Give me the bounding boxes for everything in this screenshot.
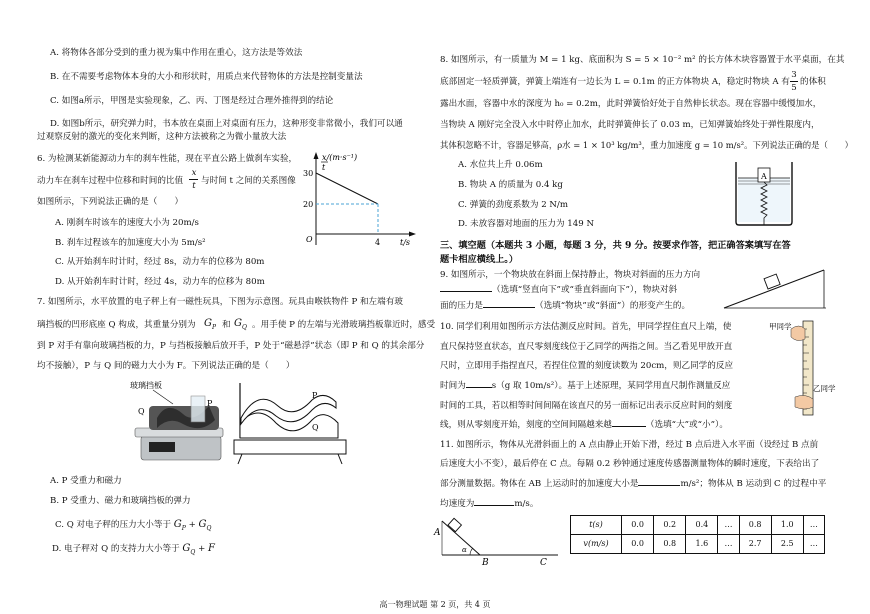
q8-stem-line2b: 的体积 xyxy=(800,77,826,87)
scale-photo xyxy=(125,378,230,470)
q8-stem-line5: 其体积忽略不计，容器足够高，ρ水 = 1 × 10³ kg/m³，重力加速度 g = 10 m/s²。下列说法正确的是（ ） xyxy=(440,140,854,150)
table-cell: 1.6 xyxy=(686,535,718,554)
q6-stem-line3: 如图所示，下列说法正确的是（ ） xyxy=(37,197,184,207)
table-cell: 1.0 xyxy=(771,516,803,535)
q8-option-a: A. 水位共上升 0.06m xyxy=(458,160,543,170)
tick-4: 4 xyxy=(375,238,381,247)
hand-yi xyxy=(795,395,813,409)
q11-stem-line2: 后速度大小不变），最后停在 C 点。每隔 0.2 秒钟通过速度传感器测量物体的瞬时速度，下表给出了 xyxy=(440,459,820,469)
angle-arc xyxy=(470,548,473,555)
table-cell: 0.0 xyxy=(622,516,654,535)
q5-option-a: A. 将物体各部分受到的重力视为集中作用在重心，这方法是等效法 xyxy=(50,48,303,58)
q11-stem-line4: 均速度为 m/s。 xyxy=(440,499,539,509)
frac-bar xyxy=(189,179,198,180)
table-cell: … xyxy=(718,535,739,554)
table-row xyxy=(571,516,825,535)
page-footer: 高一物理试题 第 2 页，共 4 页 xyxy=(379,600,491,609)
y-label-t: t xyxy=(322,163,326,172)
q10-stem-line3: 尺时，立即用手指捏直尺，若捏住位置的刻度读数为 20cm，则乙同学的反应 xyxy=(440,361,734,371)
glass-panel xyxy=(191,396,205,422)
q6-option-a: A. 刚刹车时该车的速度大小为 20m/s xyxy=(55,218,199,228)
label-q-photo: Q xyxy=(138,407,145,416)
water xyxy=(738,178,790,222)
y-arrow xyxy=(314,152,319,159)
q7-option-c: C. Q 对电子秤的压力大小等于 $G_P + G_Q$ xyxy=(55,519,212,532)
point-a: A xyxy=(434,528,441,538)
table-cell: 2.7 xyxy=(739,535,771,554)
table-cell: 0.2 xyxy=(654,516,686,535)
q6-stem-line2b: 与时间 t 之间的关系图像 xyxy=(201,176,296,186)
frac-5: 5 xyxy=(791,83,797,93)
q5-option-d-line2: 过观察反射的激光的变化来判断，这种方法被称之为微小量放大法 xyxy=(37,132,287,142)
q8-stem-line4: 当物块 A 刚好完全没入水中时停止加水，此时弹簧伸长了 0.03 m，已知弹簧始终处于弹性限度内， xyxy=(440,120,820,130)
label-jia: 甲同学 xyxy=(769,322,792,331)
scale-body xyxy=(234,440,346,454)
q8-stem-line1: 8. 如图所示，有一质量为 M = 1 kg、底面积为 S = 5 × 10⁻² m² 的长方体木块容器置于水平桌面，在其 xyxy=(440,55,845,65)
point-c: C xyxy=(540,558,547,568)
q5-option-b: B. 在不需要考虑物体本身的大小和形状时，用质点来代替物体的方法是控制变量法 xyxy=(50,72,363,82)
label-p-photo: P xyxy=(207,399,213,408)
angle-alpha: α xyxy=(462,546,467,554)
table-row xyxy=(571,535,825,554)
math-gp: $G_P$ xyxy=(204,318,217,331)
table-cell: 0.0 xyxy=(622,535,654,554)
incline-block xyxy=(764,274,780,289)
hand-jia xyxy=(791,326,805,341)
table-cell: 0.4 xyxy=(686,516,718,535)
math-gq: $G_Q$ xyxy=(234,318,247,331)
section3-heading-line1: 三、填空题（本题共 3 小题，每题 3 分，共 9 分。按要求作答，把正确答案填写在答 xyxy=(440,240,791,251)
section3-heading-line2: 题卡相应横线上。） xyxy=(440,254,519,265)
block-a-label: A xyxy=(761,172,767,181)
q8-option-d: D. 未放容器对地面的压力为 149 N xyxy=(458,219,594,229)
frac-3: 3 xyxy=(791,70,797,80)
q10-stem-line5: 时间的工具，若以相等时间间隔在该直尺的另一面标记出表示反应时间的刻度 xyxy=(440,401,733,411)
q11-slope xyxy=(432,515,562,570)
table-cell: 2.5 xyxy=(771,535,803,554)
q10-stem-line4: 时间为 s（g 取 10m/s²）。基于上述原理，某同学用直尺制作测量反应 xyxy=(440,381,731,391)
x-label: t/s xyxy=(400,238,411,247)
q7-stem-line4: 均不接触），P 与 Q 间的磁力大小为 F。下列说法正确的是（ ） xyxy=(37,361,295,371)
point-b: B xyxy=(482,558,489,568)
glass-label: 玻璃挡板 xyxy=(130,381,162,390)
frac-t: t xyxy=(192,181,196,191)
frac-bar-35 xyxy=(790,81,798,82)
y-label-x: x/(m·s⁻¹) xyxy=(322,153,358,162)
q10-stem-line6: 线，则从零刻度开始，刻度的空间间隔越来越 （选填“大”或“小”）。 xyxy=(440,420,728,430)
table-cell: … xyxy=(718,516,739,535)
q7-stem-line2a: 璃挡板的凹形底座 Q 构成，其重量分别为 xyxy=(37,320,196,330)
slope-block xyxy=(448,518,461,531)
label-yi: 乙同学 xyxy=(813,384,836,393)
q9-stem-line3: 面的压力是 （选填“物块”或“斜面”）的形变产生的。 xyxy=(440,301,691,311)
q11-table xyxy=(570,515,825,554)
table-cell: v(m/s) xyxy=(571,535,622,554)
data-line xyxy=(316,173,378,204)
table-cell: 0.8 xyxy=(739,516,771,535)
scale-display xyxy=(149,442,175,452)
table-cell: … xyxy=(803,535,824,554)
q7-stem-line3: 到 P 对手有靠向玻璃挡板的力，P 与挡板接触后放开手，P 处于“磁悬浮”状态（即 P 和 Q 的其余部分 xyxy=(37,341,425,351)
table-cell: 0.8 xyxy=(654,535,686,554)
q6-option-b: B. 刹车过程该车的加速度大小为 5m/s² xyxy=(55,238,206,248)
glass-pointer xyxy=(153,390,173,404)
q7-option-b: B. P 受重力、磁力和玻璃挡板的弹力 xyxy=(50,496,191,506)
q8-option-c: C. 弹簧的劲度系数为 2 N/m xyxy=(458,200,568,210)
tick-20: 20 xyxy=(303,200,314,209)
q7-stem-line1: 7. 如图所示，水平放置的电子秤上有一磁性玩具，下图为示意图。玩具由喉铁物件 P 和左端有玻 xyxy=(37,297,403,307)
tick-30: 30 xyxy=(303,169,314,178)
x-arrow xyxy=(409,232,416,237)
q9-stem-line1: 9. 如图所示，一个物块放在斜面上保持静止，物块对斜面的压力方向 xyxy=(440,270,701,280)
q10-stem-line2: 直尺保持竖直状态，直尺零刻度线位于乙同学的两指之间。当乙看见甲放开直 xyxy=(440,342,733,352)
q11-stem-line3: 部分测量数据。物体在 AB 上运动时的加速度大小是 m/s²；物体从 B 运动到 C 的过程中平 xyxy=(440,479,827,489)
label-q: Q xyxy=(312,423,319,432)
q5-option-d-line1: D. 如图b所示，研究弹力时，书本放在桌面上对桌面有压力，这种形变非常微小，我们可以通 xyxy=(50,119,403,129)
q8-stem-line3: 露出水面，容器中水的深度为 h₀ = 0.2m，此时弹簧恰好处于自然伸长状态。现在容器中缓慢加水， xyxy=(440,99,822,109)
q6-graph xyxy=(300,150,420,250)
table-cell: t(s) xyxy=(571,516,622,535)
label-p: P xyxy=(312,391,318,400)
frac-x: x xyxy=(191,168,197,178)
q6-option-d: D. 从开始刹车时计时，经过 4s，动力车的位移为 80m xyxy=(55,277,265,287)
q5-option-c: C. 如图a所示，甲图是实验现象，乙、丙、丁图是经过合理外推得到的结论 xyxy=(50,96,334,106)
q9-incline xyxy=(720,262,830,312)
q7-option-a: A. P 受重力和磁力 xyxy=(50,476,122,486)
q6-stem-line1: 6. 为检测某新能源动力车的刹车性能，现在平直公路上做刹车实验， xyxy=(37,154,298,164)
origin: O xyxy=(306,235,313,244)
q6-option-c: C. 从开始刹车时计时，经过 8s，动力车的位移为 80m xyxy=(55,257,265,267)
q8-option-b: B. 物块 A 的质量为 0.4 kg xyxy=(458,180,563,190)
q10-ruler-figure xyxy=(765,315,840,420)
q7-option-d: D. 电子秤对 Q 的支持力大小等于 $G_Q + F$ xyxy=(52,543,215,556)
scale-leg-right xyxy=(338,454,342,464)
scale-leg-left xyxy=(238,454,242,464)
table-cell: … xyxy=(803,516,824,535)
q7-stem-line2c: 。用手使 P 的左端与光滑玻璃挡板靠近时，感受 xyxy=(252,320,436,330)
q8-stem-line2a: 底部固定一轻质弹簧，弹簧上端连有一边长为 L = 0.1m 的正方体物块 A，稳定时物块 A 有 xyxy=(440,77,790,87)
q7-schematic xyxy=(228,378,353,468)
q10-stem-line1: 10. 同学们利用如图所示方法估测反应时间。首先，甲同学捏住直尺上端，使 xyxy=(440,322,732,332)
q9-stem-line2: （选填“竖直向下”或“垂直斜面向下”），物块对斜 xyxy=(440,285,677,296)
q8-container xyxy=(730,160,800,230)
q6-stem-line2a: 动力车在刹车过程中位移和时间的比值 xyxy=(37,176,184,186)
q11-stem-line1: 11. 如图所示，物体从光滑斜面上的 A 点由静止开始下滑，经过 B 点后进入水平面（设经过 B 点前 xyxy=(440,440,819,450)
q7-stem-line2b: 和 xyxy=(222,320,231,330)
